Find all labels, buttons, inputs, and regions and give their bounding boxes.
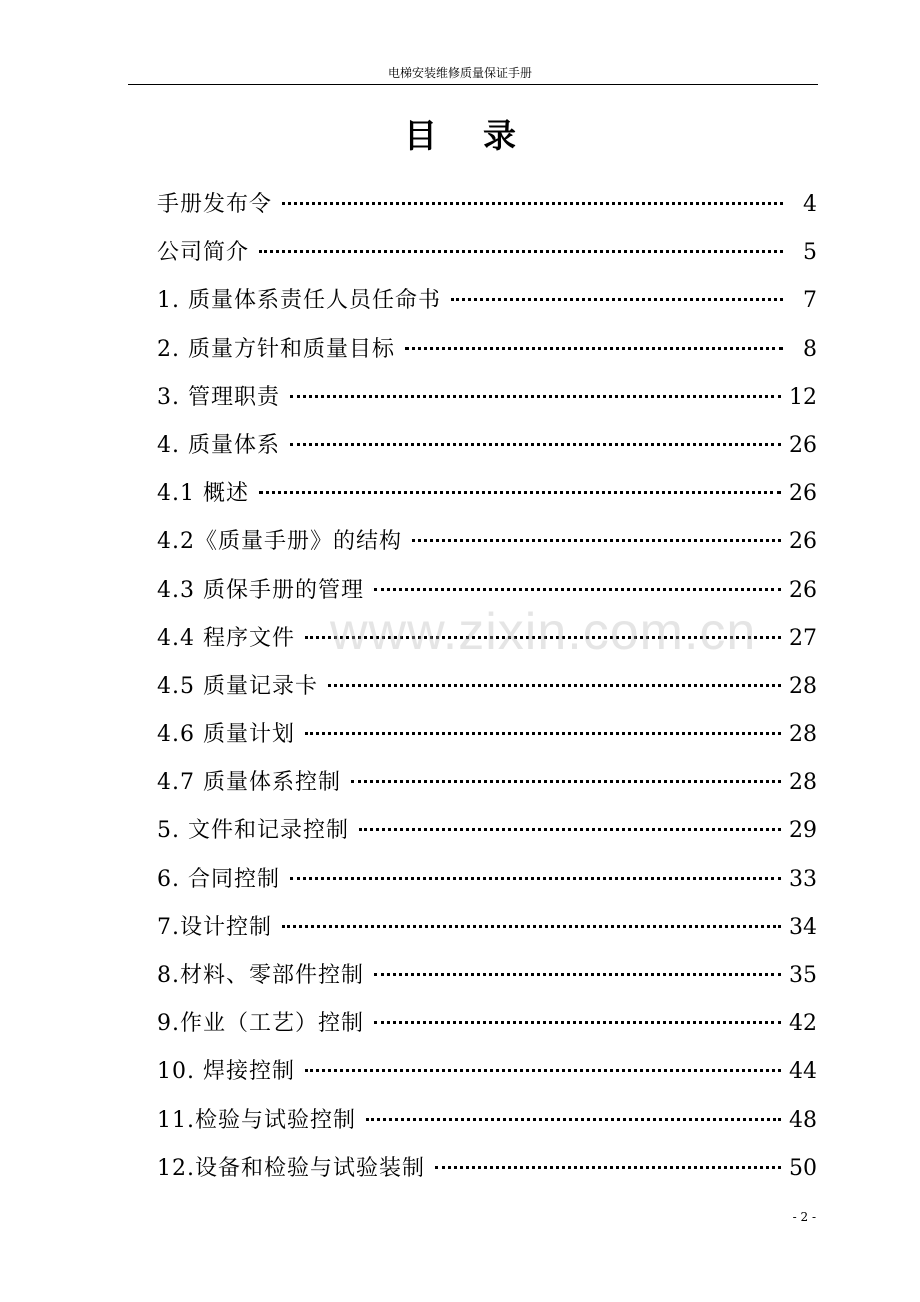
toc-entry[interactable] (157, 904, 817, 952)
running-header: 电梯安装维修质量保证手册 (387, 66, 532, 80)
toc-entry[interactable] (157, 759, 817, 807)
toc-entry[interactable] (157, 326, 817, 374)
toc-entry[interactable] (157, 1145, 817, 1193)
toc-leader-dots (435, 1166, 781, 1169)
toc-entry-label: 4.5 质量记录卡 (157, 673, 318, 699)
toc-entry-page: 26 (789, 577, 817, 603)
toc-entry[interactable] (157, 567, 817, 615)
toc-entry-page: 44 (789, 1059, 817, 1085)
toc-entry-label: 4.2《质量手册》的结构 (157, 529, 402, 555)
toc-entry-page: 26 (789, 432, 817, 458)
toc-entry[interactable] (157, 663, 817, 711)
toc-leader-dots (374, 588, 781, 591)
header-divider (128, 84, 818, 85)
toc-leader-dots (328, 684, 781, 687)
toc-entry-page: 34 (789, 914, 817, 940)
toc-leader-dots (305, 1069, 781, 1072)
toc-leader-dots (259, 250, 783, 253)
toc-entry[interactable] (157, 229, 817, 277)
toc-entry-page: 8 (803, 336, 817, 362)
toc-leader-dots (290, 443, 781, 446)
toc-entry-label: 2. 质量方针和质量目标 (157, 336, 395, 362)
toc-entry-label: 4.3 质保手册的管理 (157, 577, 364, 603)
toc-entry-label: 6. 合同控制 (157, 866, 280, 892)
toc-leader-dots (351, 780, 781, 783)
toc-entry-label: 11.检验与试验控制 (157, 1107, 356, 1133)
toc-entry-page: 28 (789, 722, 817, 748)
toc-leader-dots (290, 395, 781, 398)
toc-leader-dots (405, 347, 783, 350)
toc-entry-label: 9.作业（工艺）控制 (157, 1011, 364, 1037)
toc-entry-label: 4.6 质量计划 (157, 722, 295, 748)
toc-entry[interactable] (157, 277, 817, 325)
toc-entry[interactable] (157, 615, 817, 663)
toc-entry-page: 35 (789, 963, 817, 988)
toc-entry[interactable] (157, 952, 817, 1000)
toc-entry-page: 26 (789, 481, 817, 507)
toc-leader-dots (282, 202, 783, 205)
page-number: - 2 - (792, 1210, 816, 1224)
toc-list (157, 181, 817, 1193)
watermark: www.zixin.com.cn (330, 603, 757, 661)
toc-entry-label: 8.材料、零部件控制 (157, 963, 364, 988)
toc-entry-label: 3. 管理职责 (157, 384, 280, 410)
toc-entry-label: 公司简介 (157, 240, 250, 266)
toc-leader-dots (259, 491, 781, 494)
toc-entry-page: 42 (789, 1011, 817, 1037)
toc-leader-dots (374, 1021, 781, 1024)
toc-entry-label: 4.7 质量体系控制 (157, 770, 341, 796)
toc-entry[interactable] (157, 470, 817, 518)
toc-leader-dots (374, 973, 781, 976)
toc-entry-label: 4.4 程序文件 (157, 625, 295, 651)
toc-entry-label: 手册发布令 (157, 192, 273, 217)
toc-entry-page: 26 (789, 529, 817, 555)
toc-entry-page: 29 (789, 818, 817, 844)
toc-leader-dots (290, 877, 781, 880)
toc-title: 目录 (404, 116, 562, 155)
toc-entry[interactable] (157, 711, 817, 759)
toc-entry-page: 28 (789, 770, 817, 796)
toc-entry-page: 27 (789, 625, 817, 651)
toc-leader-dots (412, 539, 781, 542)
toc-entry[interactable] (157, 518, 817, 566)
toc-entry-label: 5. 文件和记录控制 (157, 818, 349, 844)
toc-entry[interactable] (157, 1097, 817, 1145)
toc-leader-dots (305, 636, 781, 639)
toc-entry[interactable] (157, 374, 817, 422)
toc-entry-page: 7 (803, 288, 817, 314)
toc-entry-page: 12 (789, 384, 817, 410)
toc-entry[interactable] (157, 1048, 817, 1096)
toc-entry-page: 50 (789, 1155, 817, 1181)
toc-leader-dots (366, 1118, 781, 1121)
toc-entry-label: 7.设计控制 (157, 914, 272, 940)
toc-entry-page: 5 (803, 240, 817, 266)
toc-entry-label: 10. 焊接控制 (157, 1059, 295, 1085)
toc-entry-page: 33 (789, 866, 817, 892)
toc-entry[interactable] (157, 856, 817, 904)
toc-leader-dots (305, 732, 781, 735)
toc-leader-dots (359, 828, 781, 831)
toc-entry[interactable] (157, 181, 817, 229)
toc-entry-page: 48 (789, 1107, 817, 1133)
toc-entry[interactable] (157, 422, 817, 470)
toc-entry-label: 1. 质量体系责任人员任命书 (157, 288, 441, 314)
toc-entry[interactable] (157, 1000, 817, 1048)
toc-entry-label: 12.设备和检验与试验装制 (157, 1155, 425, 1181)
toc-entry-label: 4.1 概述 (157, 481, 249, 507)
toc-entry-page: 4 (803, 192, 817, 217)
toc-entry-label: 4. 质量体系 (157, 432, 280, 458)
toc-leader-dots (282, 925, 781, 928)
toc-entry-page: 28 (789, 673, 817, 699)
toc-leader-dots (451, 298, 783, 301)
toc-entry[interactable] (157, 807, 817, 855)
